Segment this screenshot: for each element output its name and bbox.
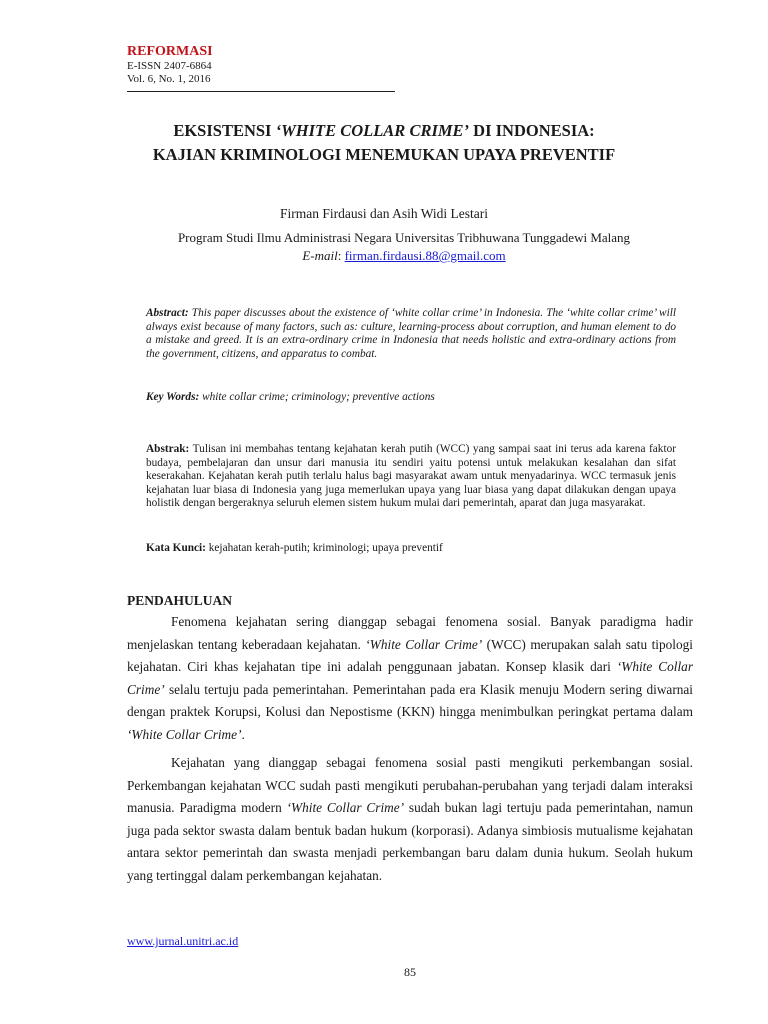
title-line-1: EKSISTENSI ‘WHITE COLLAR CRIME’ DI INDONESIA: — [173, 121, 595, 140]
paper-authors: Firman Firdausi dan Asih Widi Lestari — [279, 206, 489, 221]
body-paragraph-2: Kejahatan yang dianggap sebagai fenomena sosial pasti mengikuti perkembangan sosial. Perkembangan kejahatan WCC sudah pasti mengikuti perubahan-perubahan yang terjadi dalam interaksi manusia. Paradigma modern ‘White Collar Crime’ sudah bukan lagi tertuju pada pemerintahan, namun juga pada sektor swasta dalam bentuk badan hukum (korporasi). Adanya simbiosis mutualisme kejahatan antara sektor pemerintah dan swasta menjadi perkembangan baru dalam dunia hukum. Seolah hukum yang tertinggal dalam perkembangan kejahatan. — [127, 755, 693, 883]
email-link[interactable]: firman.firdausi.88@gmail.com — [344, 248, 506, 263]
title-italic-phrase: ‘WHITE COLLAR CRIME’ — [275, 121, 470, 140]
abstrak-text: Tulisan ini membahas tentang kejahatan kerah putih (WCC) yang sampai saat ini terus ada karena faktor budaya, pembelajaran dan unsur dari manusia itu sendiri yaitu potensi untuk melakukan kesalahan dan sifat keserakahan. Kejahatan kerah putih terlalu halus bagi masyarakat awam untuk menyadarinya. WCC termasuk jenis kejahatan luar biasa di Indonesia yang juga memerlukan upaya yang luar biasa yang dapat dilakukan dengan upaya holistik dengan bergeraknya seluruh elemen sistem hukum mulai dari pemerintah, aparat dan juga masyarakat. — [146, 443, 676, 510]
author-affiliation: Program Studi Ilmu Administrasi Negara Universitas Tribhuwana Tunggadewi Malang — [177, 230, 631, 245]
author-email: E-mail: firman.firdausi.88@gmail.com — [302, 248, 506, 263]
section-heading: PENDAHULUAN — [127, 593, 233, 608]
journal-website-link[interactable]: www.jurnal.unitri.ac.id — [127, 934, 239, 948]
keywords-english — [146, 391, 676, 405]
kata-kunci-label: Kata Kunci: — [146, 542, 206, 554]
paper-title — [0, 119, 768, 167]
page-number: 85 — [404, 965, 416, 979]
journal-name: REFORMASI — [127, 44, 213, 59]
journal-header — [127, 44, 397, 86]
abstract-label: Abstract: — [146, 307, 189, 319]
header-rule — [127, 91, 395, 92]
email-label: E-mail — [302, 248, 338, 263]
abstrak-label: Abstrak: — [146, 443, 190, 455]
abstract-text: This paper discusses about the existence of ‘white collar crime’ in Indonesia. The ‘white collar crime’ will always exist because of many factors, such as: culture, learning-process about corruption, and human element to do a mistake and greed. It is an extra-ordinary crime in Indonesia that needs holistic and extra-ordinary actions from the government, citizens, and apparatus to combat. — [146, 307, 676, 360]
body-paragraph-1: Fenomena kejahatan sering dianggap sebagai fenomena sosial. Banyak paradigma hadir menjelaskan tentang keberadaan kejahatan. ‘White Collar Crime’ (WCC) merupakan salah satu tipologi kejahatan. Ciri khas kejahatan tipe ini adalah penggunaan jabatan. Konsep klasik dari ‘White Collar Crime’ selalu tertuju pada pemerintahan. Pemerintahan pada era Klasik menuju Modern sering diwarnai dengan praktek Korupsi, Kolusi dan Nepostisme (KKN) hingga menimbulkan peringkat pertama dalam ‘White Collar Crime’. — [127, 614, 693, 742]
journal-volume: Vol. 6, No. 1, 2016 — [127, 73, 211, 85]
keywords-label: Key Words: — [146, 391, 200, 403]
title-line-2: KAJIAN KRIMINOLOGI MENEMUKAN UPAYA PREVENTIF — [152, 145, 616, 164]
journal-issn: E-ISSN 2407-6864 — [127, 60, 212, 72]
abstract-english — [146, 307, 676, 361]
keywords-indonesian — [146, 542, 676, 556]
keywords-text: white collar crime; criminology; preventive actions — [199, 391, 435, 403]
kata-kunci-text: kejahatan kerah-putih; kriminologi; upaya preventif — [205, 542, 443, 554]
abstract-indonesian — [146, 443, 676, 511]
